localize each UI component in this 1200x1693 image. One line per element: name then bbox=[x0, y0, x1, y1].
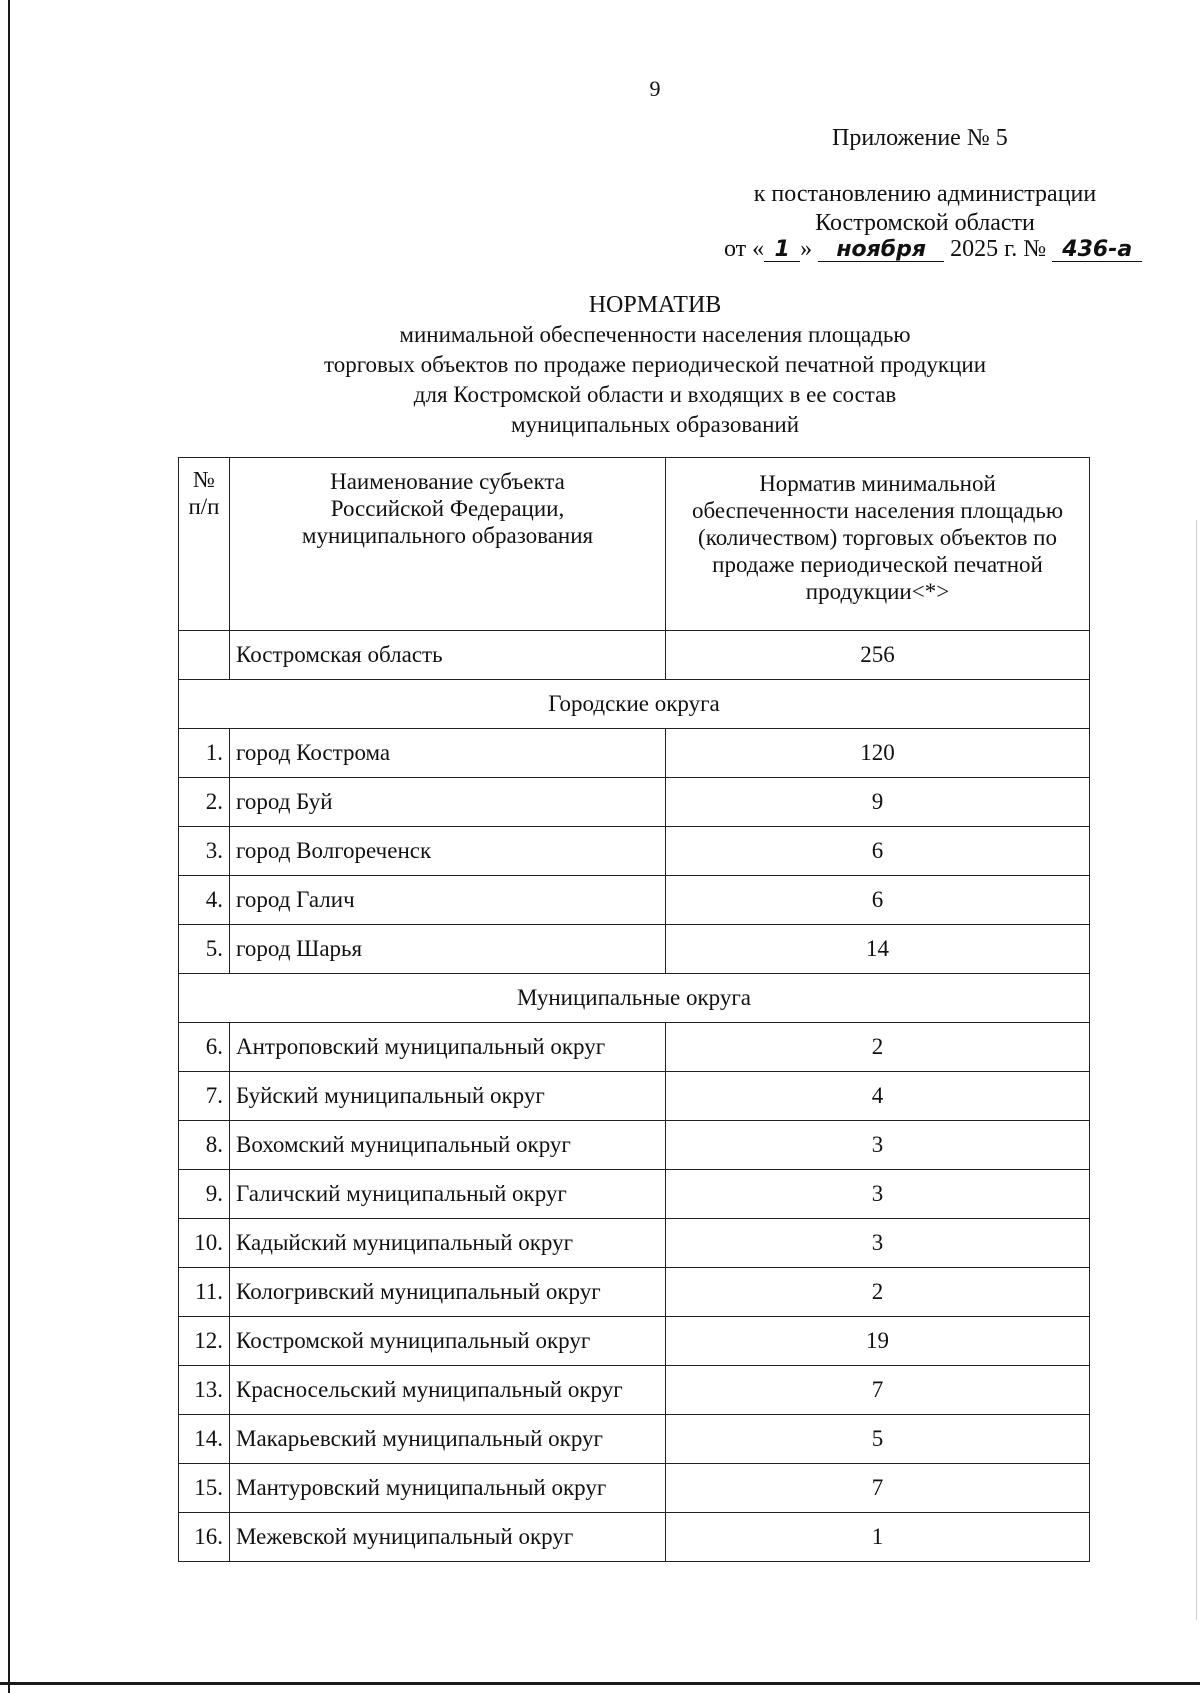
header-norm-line-3: (количеством) торговых объектов по bbox=[698, 525, 1057, 550]
cell-value: 7 bbox=[666, 1464, 1090, 1513]
cell-name: Костромская область bbox=[230, 631, 666, 680]
cell-number: 11. bbox=[179, 1268, 230, 1317]
header-number-line-2: п/п bbox=[188, 494, 220, 519]
table-row bbox=[179, 1366, 1090, 1415]
document-subtitle-3: для Костромской области и входящих в ее состав bbox=[413, 382, 897, 407]
handwritten-day: 1 bbox=[764, 239, 800, 262]
header-number bbox=[179, 458, 230, 631]
header-norm-line-1: Норматив минимальной bbox=[759, 471, 996, 496]
scan-right-edge bbox=[1196, 520, 1197, 1620]
cell-value: 3 bbox=[666, 1121, 1090, 1170]
cell-number: 4. bbox=[179, 876, 230, 925]
cell-name: город Шарья bbox=[230, 925, 666, 974]
norm-table bbox=[178, 457, 1090, 1562]
section-row-urban bbox=[179, 680, 1090, 729]
cell-value: 4 bbox=[666, 1072, 1090, 1121]
cell-number: 8. bbox=[179, 1121, 230, 1170]
cell-value: 9 bbox=[666, 778, 1090, 827]
header-name bbox=[230, 458, 666, 631]
cell-name: Буйский муниципальный округ bbox=[230, 1072, 666, 1121]
handwritten-month: ноября bbox=[818, 239, 944, 262]
table-row bbox=[179, 1268, 1090, 1317]
cell-name: город Галич bbox=[230, 876, 666, 925]
cell-name: Вохомский муниципальный округ bbox=[230, 1121, 666, 1170]
date-prefix: от « bbox=[724, 236, 765, 262]
cell-name: Макарьевский муниципальный округ bbox=[230, 1415, 666, 1464]
cell-value: 5 bbox=[666, 1415, 1090, 1464]
resolution-line-1: к постановлению администрации bbox=[753, 181, 1097, 207]
table-row bbox=[179, 1023, 1090, 1072]
cell-name: Мантуровский муниципальный округ bbox=[230, 1464, 666, 1513]
cell-name: Костромской муниципальный округ bbox=[230, 1317, 666, 1366]
cell-value: 120 bbox=[666, 729, 1090, 778]
cell-number: 13. bbox=[179, 1366, 230, 1415]
document-title-block bbox=[0, 290, 1200, 440]
cell-number: 15. bbox=[179, 1464, 230, 1513]
table-row bbox=[179, 1072, 1090, 1121]
header-norm-line-5: продукции<*> bbox=[805, 579, 950, 604]
cell-value: 3 bbox=[666, 1219, 1090, 1268]
header-norm bbox=[666, 458, 1090, 631]
table-row bbox=[179, 1121, 1090, 1170]
document-subtitle-2: торговых объектов по продаже периодической печатной продукции bbox=[323, 352, 987, 377]
table-row bbox=[179, 925, 1090, 974]
date-year: 2025 г. № bbox=[950, 236, 1047, 262]
header-name-line-3: муниципального образования bbox=[301, 523, 594, 548]
cell-value: 2 bbox=[666, 1023, 1090, 1072]
resolution-block bbox=[740, 180, 1110, 238]
section-title-municipal: Муниципальные округа bbox=[179, 974, 1090, 1023]
cell-name: Красносельский муниципальный округ bbox=[230, 1366, 666, 1415]
cell-name: Антроповский муниципальный округ bbox=[230, 1023, 666, 1072]
urban-rows bbox=[179, 729, 1090, 974]
page-number: 9 bbox=[649, 76, 661, 101]
cell-number: 6. bbox=[179, 1023, 230, 1072]
date-mid: » bbox=[800, 236, 813, 262]
cell-name: город Буй bbox=[230, 778, 666, 827]
cell-value: 1 bbox=[666, 1513, 1090, 1562]
cell-number: 10. bbox=[179, 1219, 230, 1268]
cell-value: 2 bbox=[666, 1268, 1090, 1317]
document-subtitle-1: минимальной обеспеченности населения площадью bbox=[399, 322, 911, 347]
header-name-line-2: Российской Федерации, bbox=[330, 496, 565, 521]
cell-value: 3 bbox=[666, 1170, 1090, 1219]
header-name-line-1: Наименование субъекта bbox=[330, 469, 565, 494]
cell-number: 7. bbox=[179, 1072, 230, 1121]
table-row bbox=[179, 876, 1090, 925]
table-row bbox=[179, 827, 1090, 876]
table-row bbox=[179, 1464, 1090, 1513]
cell-name: Кадыйский муниципальный округ bbox=[230, 1219, 666, 1268]
cell-name: Межевской муниципальный округ bbox=[230, 1513, 666, 1562]
cell-number bbox=[179, 631, 230, 680]
handwritten-number: 436-а bbox=[1052, 239, 1142, 262]
cell-number: 12. bbox=[179, 1317, 230, 1366]
document-subtitle-4: муниципальных образований bbox=[510, 412, 800, 437]
cell-value: 7 bbox=[666, 1366, 1090, 1415]
cell-name: город Волгореченск bbox=[230, 827, 666, 876]
header-number-line-1: № bbox=[193, 467, 215, 492]
cell-value: 6 bbox=[666, 827, 1090, 876]
header-norm-line-4: продаже периодической печатной bbox=[712, 552, 1043, 577]
cell-number: 14. bbox=[179, 1415, 230, 1464]
table-row bbox=[179, 1415, 1090, 1464]
section-title-urban: Городские округа bbox=[179, 680, 1090, 729]
cell-number: 2. bbox=[179, 778, 230, 827]
cell-number: 16. bbox=[179, 1513, 230, 1562]
scan-bottom-edge bbox=[0, 1682, 1200, 1685]
cell-name: Кологривский муниципальный округ bbox=[230, 1268, 666, 1317]
table-header-row bbox=[179, 458, 1090, 631]
table-row-region bbox=[179, 631, 1090, 680]
table-row bbox=[179, 729, 1090, 778]
cell-name: город Кострома bbox=[230, 729, 666, 778]
municipal-rows bbox=[179, 1023, 1090, 1562]
section-row-municipal bbox=[179, 974, 1090, 1023]
table-row bbox=[179, 778, 1090, 827]
cell-value: 19 bbox=[666, 1317, 1090, 1366]
cell-value: 256 bbox=[666, 631, 1090, 680]
table-row bbox=[179, 1513, 1090, 1562]
cell-value: 6 bbox=[666, 876, 1090, 925]
resolution-line-2: Костромской области bbox=[815, 210, 1035, 236]
cell-name: Галичский муниципальный округ bbox=[230, 1170, 666, 1219]
table-row bbox=[179, 1170, 1090, 1219]
cell-number: 3. bbox=[179, 827, 230, 876]
cell-number: 9. bbox=[179, 1170, 230, 1219]
cell-number: 1. bbox=[179, 729, 230, 778]
table-row bbox=[179, 1317, 1090, 1366]
scan-left-edge bbox=[8, 0, 10, 1693]
header-norm-line-2: обеспеченности населения площадью bbox=[691, 498, 1064, 523]
table-row bbox=[179, 1219, 1090, 1268]
cell-value: 14 bbox=[666, 925, 1090, 974]
document-title: НОРМАТИВ bbox=[588, 292, 722, 318]
resolution-date-line bbox=[724, 236, 1142, 263]
cell-number: 5. bbox=[179, 925, 230, 974]
appendix-label: Приложение № 5 bbox=[832, 125, 1008, 151]
